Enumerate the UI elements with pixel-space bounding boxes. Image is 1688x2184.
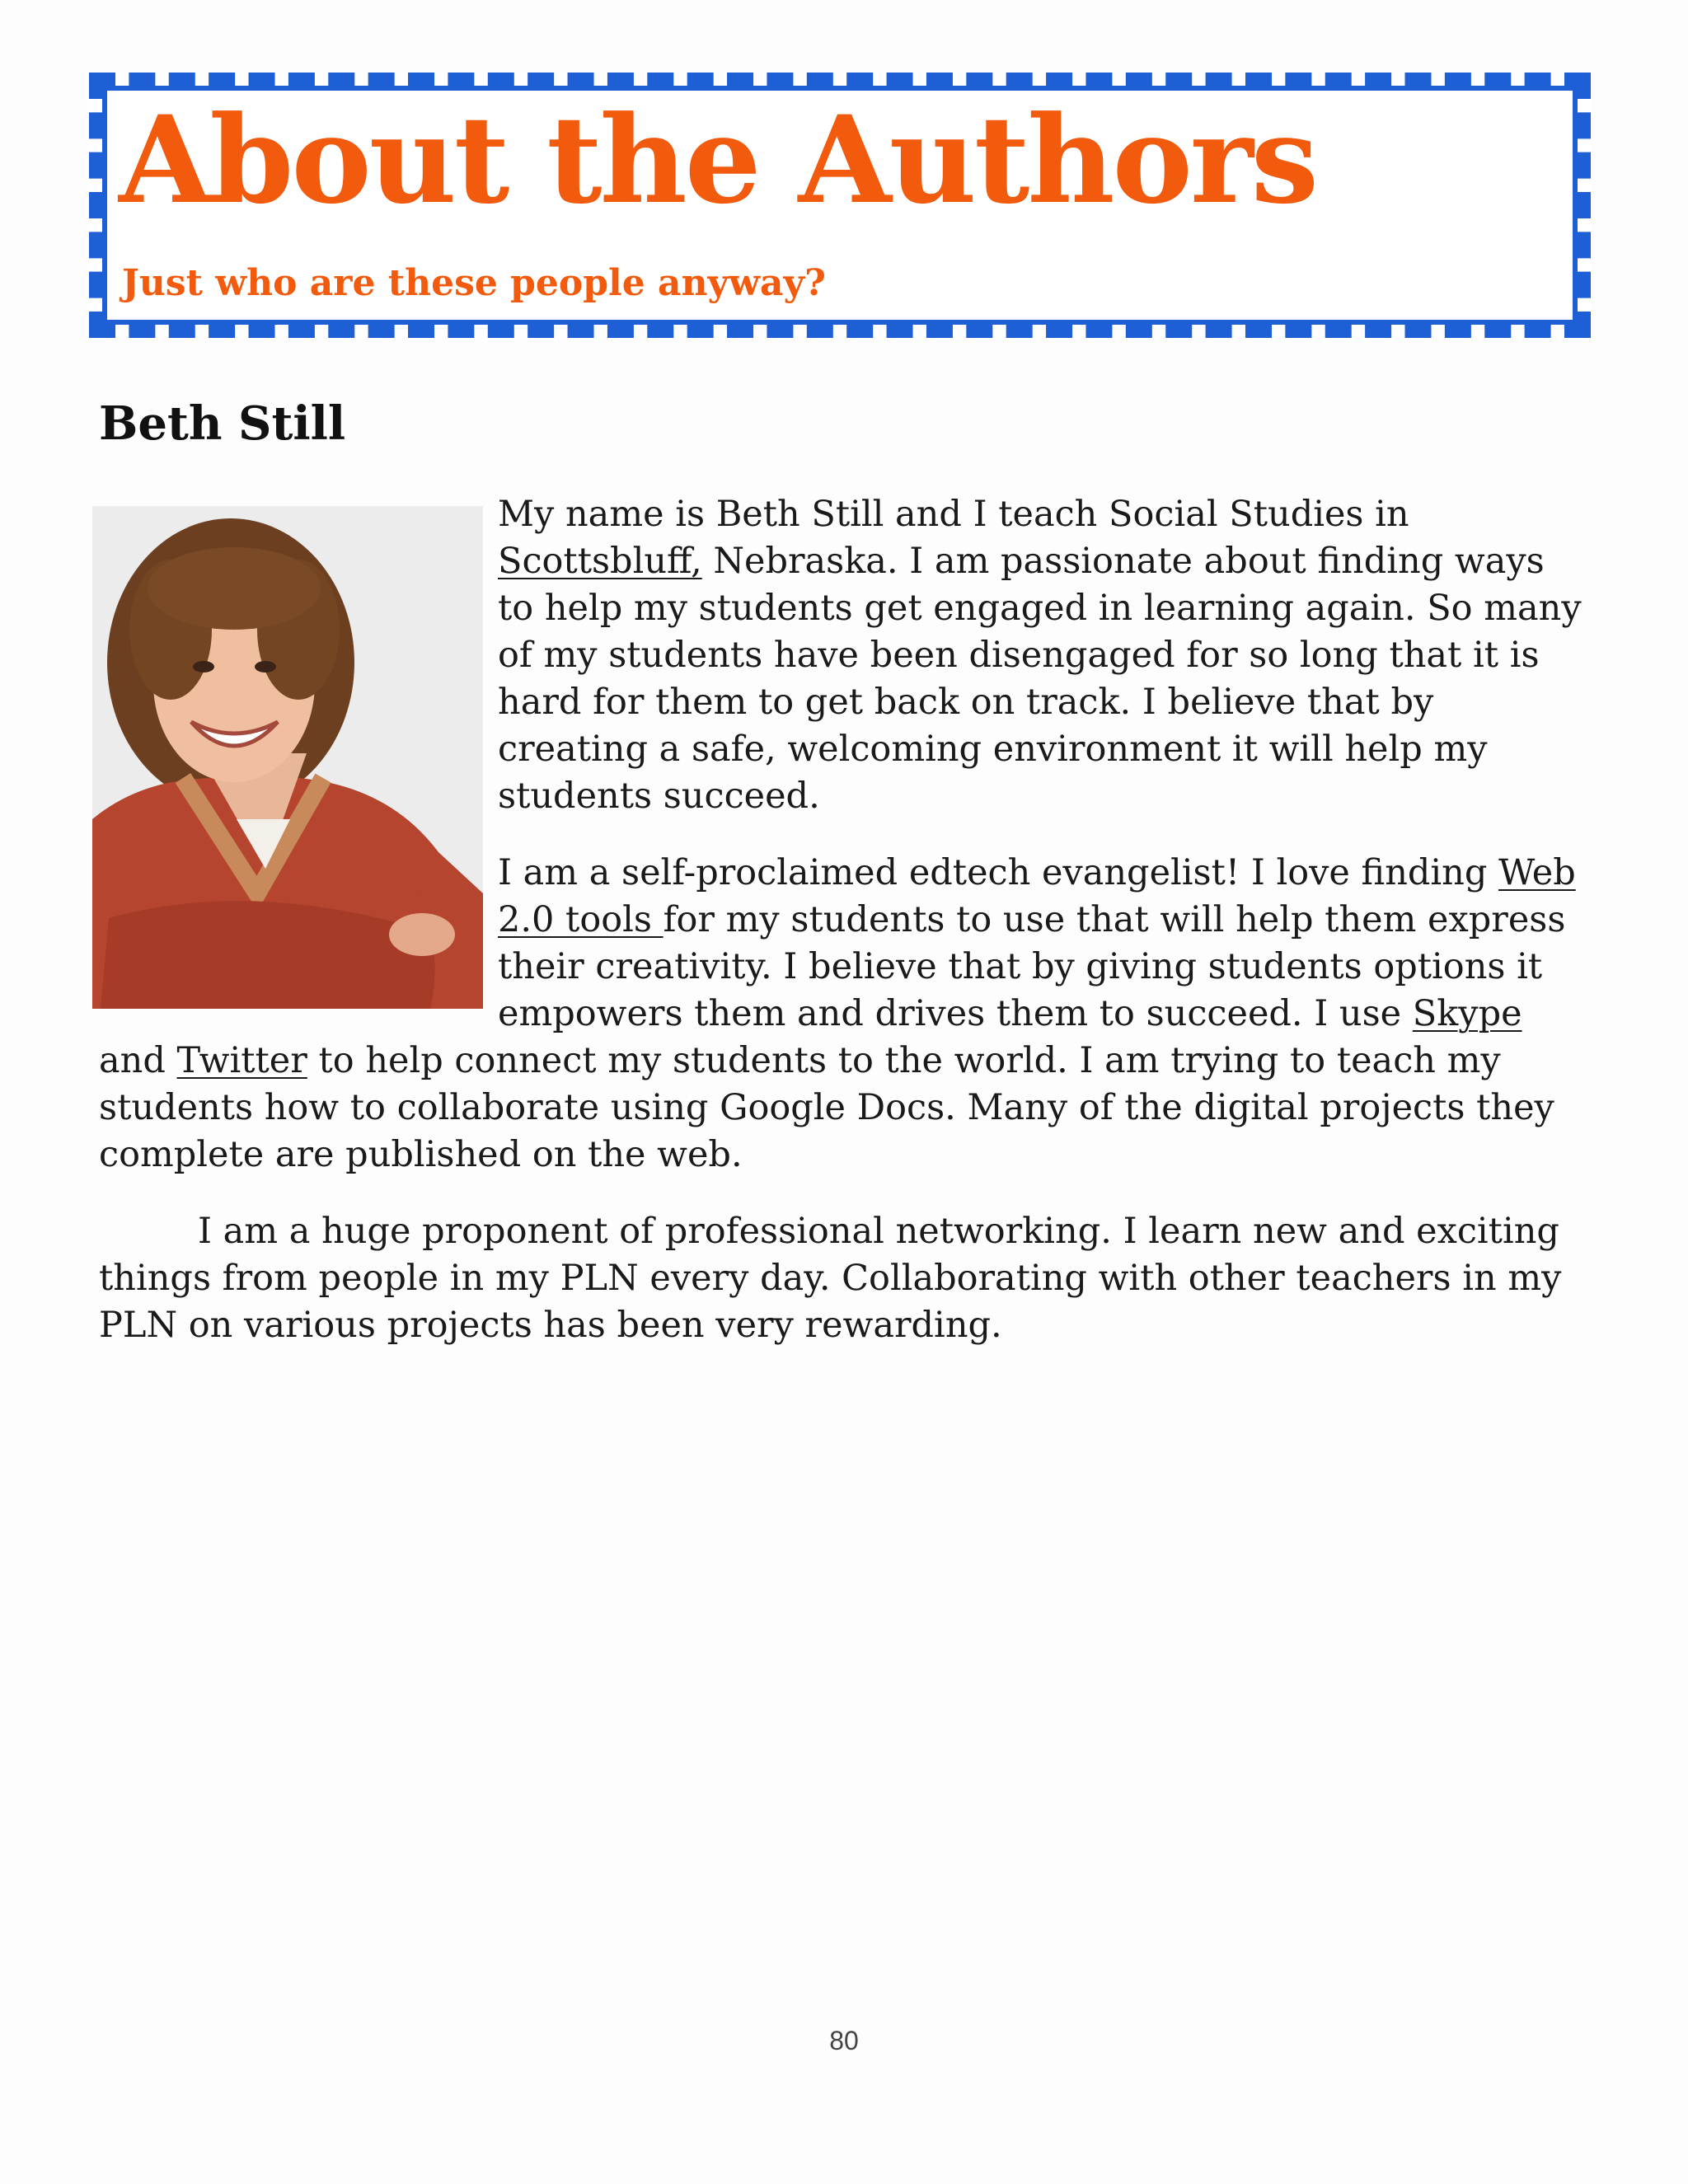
page-number: 80 xyxy=(829,2026,859,2055)
web20-tools-link[interactable]: Web 2.0 tools xyxy=(498,852,1576,940)
photo-wrap-spacer xyxy=(99,491,498,1035)
scottsbluff-link[interactable]: Scottsbluff, xyxy=(498,541,702,582)
bio-text: and xyxy=(99,1040,177,1081)
bio-text: My name is Beth Still and I teach Social Studies in xyxy=(498,494,1409,535)
twitter-link[interactable]: Twitter xyxy=(176,1040,307,1081)
header-frame xyxy=(89,73,1591,338)
bio-text: to help connect my students to the world. I am trying to teach my students how to collaborate using Google Docs. Many of the digital projects they complete are published on the web. xyxy=(99,1040,1554,1175)
bio-text: I am a self-proclaimed edtech evangelist! I love finding xyxy=(498,852,1499,893)
bio-text: for my students to use that will help them express their creativity. I believe that by giving students options it empowers them and drives them to succeed. I use xyxy=(498,899,1566,1034)
author-bio xyxy=(99,491,1582,1349)
page-subtitle: Just who are these people anyway? xyxy=(122,262,826,304)
skype-link[interactable]: Skype xyxy=(1412,993,1522,1034)
bio-text: Nebraska. I am passionate about finding ways to help my students get engaged in learning again. So many of my students have been disengaged for so long that it is hard for them to get back on track. I believe that by creating a safe, welcoming environment it will help my students succeed. xyxy=(498,541,1582,817)
author-name: Beth Still xyxy=(99,396,346,451)
page-title: About the Authors xyxy=(119,90,1316,231)
bio-paragraph-3: I am a huge proponent of professional networking. I learn new and exciting things from people in my PLN every day. Collaborating with other teachers in my PLN on various projects has been very rewarding. xyxy=(99,1211,1562,1346)
